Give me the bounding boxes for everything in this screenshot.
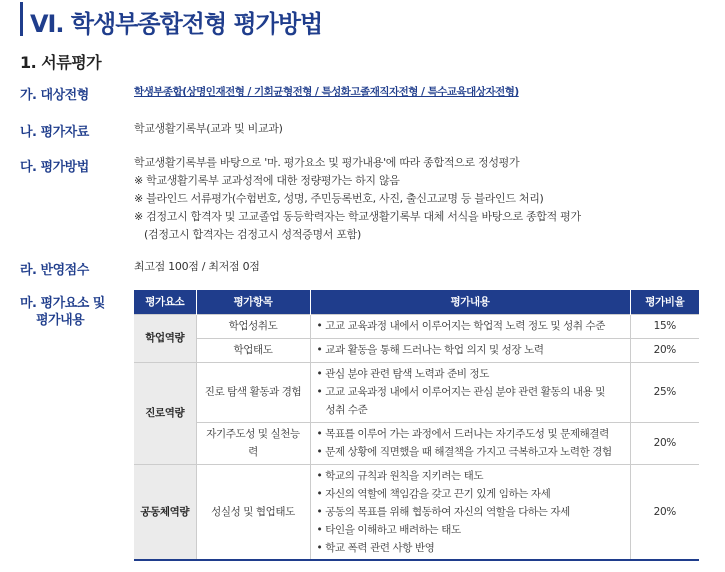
header-content: 평가내용 — [310, 290, 630, 314]
ratio-cell: 20% — [630, 464, 699, 560]
category-cell: 공동체역량 — [134, 464, 196, 560]
table-row — [134, 338, 699, 362]
item-cell: 학업성취도 — [196, 314, 310, 338]
content-bullet: • 자신의 역할에 책임감을 갖고 끈기 있게 임하는 자세 — [316, 487, 551, 500]
content-cell — [310, 422, 630, 464]
content-cell — [310, 314, 630, 338]
title-accent-bar — [20, 2, 23, 36]
table-row — [134, 464, 699, 560]
content-bullet: • 교과 활동을 통해 드러나는 학업 의지 및 성장 노력 — [316, 344, 544, 356]
method-note: ※ 학교생활기록부 교과성적에 대한 정량평가는 하지 않음 — [134, 174, 400, 187]
score-label: 라. 반영점수 — [20, 263, 89, 278]
ratio-cell: 15% — [630, 314, 699, 338]
table-row — [134, 422, 699, 464]
item-cell: 학업태도 — [196, 338, 310, 362]
page-title: Ⅵ. 학생부종합전형 평가방법 — [30, 10, 323, 38]
content-cell — [310, 362, 630, 422]
category-cell: 학업역량 — [134, 314, 196, 362]
method-note: ※ 검정고시 합격자 및 고교졸업 동등학력자는 학교생활기록부 대체 서식을 바탕으로 종합적 평가 — [134, 210, 581, 223]
evaluation-table — [134, 290, 699, 561]
table-row — [134, 362, 699, 422]
content-bullet: • 학교 폭력 관련 사항 반영 — [316, 541, 435, 554]
table-header-row — [134, 290, 699, 314]
elements-label-line2: 평가내용 — [36, 313, 85, 328]
content-bullet: • 목표를 이루어 가는 과정에서 드러나는 자기주도성 및 문제해결력 — [316, 428, 609, 440]
materials-label: 나. 평가자료 — [20, 125, 89, 140]
score-value: 최고점 100점 / 최저점 0점 — [134, 260, 260, 273]
method-text — [134, 154, 581, 244]
category-cell: 진로역량 — [134, 362, 196, 464]
target-label: 가. 대상전형 — [20, 88, 89, 103]
content-bullet: • 고교 교육과정 내에서 이루어지는 관심 분야 관련 활동의 내용 및 — [316, 386, 605, 398]
content-bullet: • 문제 상황에 직면했을 때 해결책을 가지고 극복하고자 노력한 경험 — [316, 446, 612, 458]
materials-value: 학교생활기록부(교과 및 비교과) — [134, 122, 283, 135]
method-note: ※ 블라인드 서류평가(수험번호, 성명, 주민등록번호, 사진, 출신고교명 등 블라인드 처리) — [134, 192, 544, 205]
method-label: 다. 평가방법 — [20, 160, 89, 175]
header-element: 평가요소 — [134, 290, 196, 314]
content-bullet: • 고교 교육과정 내에서 이루어지는 학업적 노력 정도 및 성취 수준 — [316, 320, 605, 332]
item-cell: 자기주도성 및 실천능력 — [196, 422, 310, 464]
target-admission-link[interactable]: 학생부종합(상명인재전형 / 기회균형전형 / 특성화고졸재직자전형 / 특수교육대상자전형) — [134, 86, 519, 98]
target-value — [134, 83, 519, 101]
item-cell: 진로 탐색 활동과 경험 — [196, 362, 310, 422]
ratio-cell: 20% — [630, 422, 699, 464]
ratio-cell: 25% — [630, 362, 699, 422]
method-note-sub: (검정고시 합격자는 검정고시 성적증명서 포함) — [144, 228, 361, 241]
item-cell: 성실성 및 협업태도 — [196, 464, 310, 560]
section-title: 1. 서류평가 — [20, 53, 102, 72]
content-bullet: • 타인을 이해하고 배려하는 태도 — [316, 523, 461, 536]
content-bullet: • 공동의 목표를 위해 협동하여 자신의 역할을 다하는 자세 — [316, 505, 570, 518]
content-cell — [310, 464, 630, 560]
content-bullet: • 학교의 규칙과 원칙을 지키려는 태도 — [316, 469, 484, 482]
elements-label: 마. 평가요소 및 — [20, 296, 105, 311]
table-row — [134, 314, 699, 338]
ratio-cell: 20% — [630, 338, 699, 362]
method-line: 학교생활기록부를 바탕으로 '마. 평가요소 및 평가내용'에 따라 종합적으로 정성평가 — [134, 156, 520, 169]
content-cell — [310, 338, 630, 362]
header-ratio: 평가비율 — [630, 290, 699, 314]
content-bullet-continued: 성취 수준 — [325, 404, 368, 416]
content-bullet: • 관심 분야 관련 탐색 노력과 준비 정도 — [316, 368, 490, 380]
header-item: 평가항목 — [196, 290, 310, 314]
